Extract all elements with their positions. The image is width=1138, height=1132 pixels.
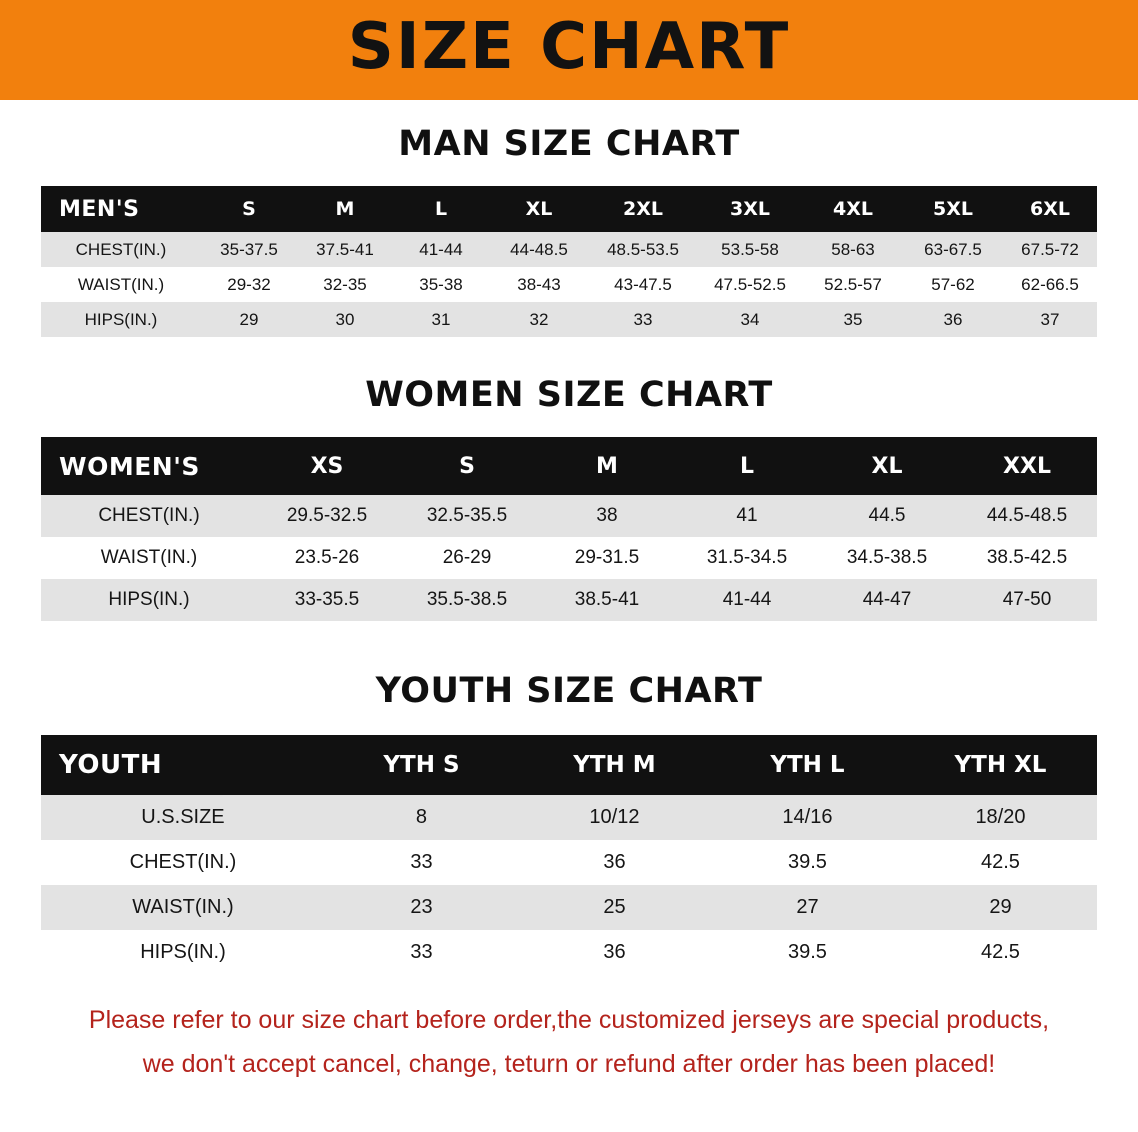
man-hips-l: 31 xyxy=(393,302,489,337)
man-chest-xl: 44-48.5 xyxy=(489,232,589,267)
youth-chest-ythl: 39.5 xyxy=(711,840,904,885)
women-waist-xl: 34.5-38.5 xyxy=(817,537,957,579)
women-hips-xl: 44-47 xyxy=(817,579,957,621)
table-row xyxy=(41,302,1097,337)
women-hips-m: 38.5-41 xyxy=(537,579,677,621)
women-chest-xs: 29.5-32.5 xyxy=(257,495,397,537)
table-row xyxy=(41,930,1097,975)
man-size-table xyxy=(41,186,1097,337)
table-row xyxy=(41,885,1097,930)
table-row xyxy=(41,795,1097,840)
women-hips-l: 41-44 xyxy=(677,579,817,621)
youth-hips-ythxl: 42.5 xyxy=(904,930,1097,975)
women-row-waist-label: WAIST(IN.) xyxy=(41,537,257,579)
women-waist-xxl: 38.5-42.5 xyxy=(957,537,1097,579)
women-chest-xl: 44.5 xyxy=(817,495,957,537)
youth-table-header-row xyxy=(41,735,1097,795)
man-hips-s: 29 xyxy=(201,302,297,337)
man-hips-3xl: 34 xyxy=(697,302,803,337)
man-chest-2xl: 48.5-53.5 xyxy=(589,232,697,267)
man-waist-s: 29-32 xyxy=(201,267,297,302)
man-row-hips-label: HIPS(IN.) xyxy=(41,302,201,337)
man-chest-l: 41-44 xyxy=(393,232,489,267)
table-row xyxy=(41,579,1097,621)
youth-header-ythm: YTH M xyxy=(518,735,711,795)
youth-row-chest-label: CHEST(IN.) xyxy=(41,840,325,885)
youth-ussize-yths: 8 xyxy=(325,795,518,840)
youth-ussize-ythl: 14/16 xyxy=(711,795,904,840)
youth-header-label: YOUTH xyxy=(41,735,325,795)
women-chest-xxl: 44.5-48.5 xyxy=(957,495,1097,537)
man-header-s: S xyxy=(201,186,297,232)
man-hips-4xl: 35 xyxy=(803,302,903,337)
women-row-chest-label: CHEST(IN.) xyxy=(41,495,257,537)
man-hips-m: 30 xyxy=(297,302,393,337)
man-hips-5xl: 36 xyxy=(903,302,1003,337)
man-section-title: MAN SIZE CHART xyxy=(398,124,740,164)
women-header-xxl: XXL xyxy=(957,437,1097,495)
women-waist-xs: 23.5-26 xyxy=(257,537,397,579)
man-chest-m: 37.5-41 xyxy=(297,232,393,267)
man-chest-6xl: 67.5-72 xyxy=(1003,232,1097,267)
man-waist-6xl: 62-66.5 xyxy=(1003,267,1097,302)
man-header-label: MEN'S xyxy=(41,186,201,232)
women-waist-l: 31.5-34.5 xyxy=(677,537,817,579)
man-table-header-row xyxy=(41,186,1097,232)
youth-hips-ythm: 36 xyxy=(518,930,711,975)
man-waist-xl: 38-43 xyxy=(489,267,589,302)
women-chest-l: 41 xyxy=(677,495,817,537)
women-hips-xs: 33-35.5 xyxy=(257,579,397,621)
man-header-3xl: 3XL xyxy=(697,186,803,232)
man-waist-2xl: 43-47.5 xyxy=(589,267,697,302)
man-hips-6xl: 37 xyxy=(1003,302,1097,337)
man-hips-2xl: 33 xyxy=(589,302,697,337)
women-header-label: WOMEN'S xyxy=(41,437,257,495)
table-row xyxy=(41,537,1097,579)
women-section-title: WOMEN SIZE CHART xyxy=(365,375,773,415)
youth-chest-ythm: 36 xyxy=(518,840,711,885)
youth-waist-ythl: 27 xyxy=(711,885,904,930)
women-header-l: L xyxy=(677,437,817,495)
youth-waist-ythxl: 29 xyxy=(904,885,1097,930)
disclaimer-line-2: we don't accept cancel, change, teturn or refund after order has been placed! xyxy=(142,1049,996,1078)
youth-hips-yths: 33 xyxy=(325,930,518,975)
man-header-5xl: 5XL xyxy=(903,186,1003,232)
disclaimer-line-1: Please refer to our size chart before order,the customized jerseys are special products, xyxy=(88,1006,1050,1034)
page-banner xyxy=(0,0,1138,100)
women-waist-m: 29-31.5 xyxy=(537,537,677,579)
page-title: SIZE CHART xyxy=(347,10,791,84)
women-chest-s: 32.5-35.5 xyxy=(397,495,537,537)
youth-row-waist-label: WAIST(IN.) xyxy=(41,885,325,930)
man-header-2xl: 2XL xyxy=(589,186,697,232)
man-waist-4xl: 52.5-57 xyxy=(803,267,903,302)
women-header-m: M xyxy=(537,437,677,495)
youth-chest-ythxl: 42.5 xyxy=(904,840,1097,885)
man-header-6xl: 6XL xyxy=(1003,186,1097,232)
youth-waist-yths: 23 xyxy=(325,885,518,930)
women-header-xs: XS xyxy=(257,437,397,495)
youth-hips-ythl: 39.5 xyxy=(711,930,904,975)
table-row xyxy=(41,267,1097,302)
table-row xyxy=(41,232,1097,267)
women-table-header-row xyxy=(41,437,1097,495)
table-row xyxy=(41,495,1097,537)
man-waist-m: 32-35 xyxy=(297,267,393,302)
man-header-m: M xyxy=(297,186,393,232)
women-hips-s: 35.5-38.5 xyxy=(397,579,537,621)
women-row-hips-label: HIPS(IN.) xyxy=(41,579,257,621)
youth-chest-yths: 33 xyxy=(325,840,518,885)
youth-row-ussize-label: U.S.SIZE xyxy=(41,795,325,840)
youth-header-yths: YTH S xyxy=(325,735,518,795)
youth-ussize-ythxl: 18/20 xyxy=(904,795,1097,840)
women-size-table xyxy=(41,437,1097,621)
man-header-4xl: 4XL xyxy=(803,186,903,232)
man-header-xl: XL xyxy=(489,186,589,232)
man-waist-5xl: 57-62 xyxy=(903,267,1003,302)
youth-header-ythl: YTH L xyxy=(711,735,904,795)
man-header-l: L xyxy=(393,186,489,232)
youth-waist-ythm: 25 xyxy=(518,885,711,930)
women-hips-xxl: 47-50 xyxy=(957,579,1097,621)
youth-ussize-ythm: 10/12 xyxy=(518,795,711,840)
women-header-s: S xyxy=(397,437,537,495)
man-row-waist-label: WAIST(IN.) xyxy=(41,267,201,302)
youth-header-ythxl: YTH XL xyxy=(904,735,1097,795)
man-row-chest-label: CHEST(IN.) xyxy=(41,232,201,267)
disclaimer-note xyxy=(34,999,1104,1087)
man-hips-xl: 32 xyxy=(489,302,589,337)
man-chest-5xl: 63-67.5 xyxy=(903,232,1003,267)
man-waist-3xl: 47.5-52.5 xyxy=(697,267,803,302)
youth-size-table xyxy=(41,735,1097,975)
youth-row-hips-label: HIPS(IN.) xyxy=(41,930,325,975)
man-chest-3xl: 53.5-58 xyxy=(697,232,803,267)
women-chest-m: 38 xyxy=(537,495,677,537)
table-row xyxy=(41,840,1097,885)
man-chest-4xl: 58-63 xyxy=(803,232,903,267)
man-chest-s: 35-37.5 xyxy=(201,232,297,267)
women-header-xl: XL xyxy=(817,437,957,495)
youth-section-title: YOUTH SIZE CHART xyxy=(375,671,763,711)
women-waist-s: 26-29 xyxy=(397,537,537,579)
man-waist-l: 35-38 xyxy=(393,267,489,302)
